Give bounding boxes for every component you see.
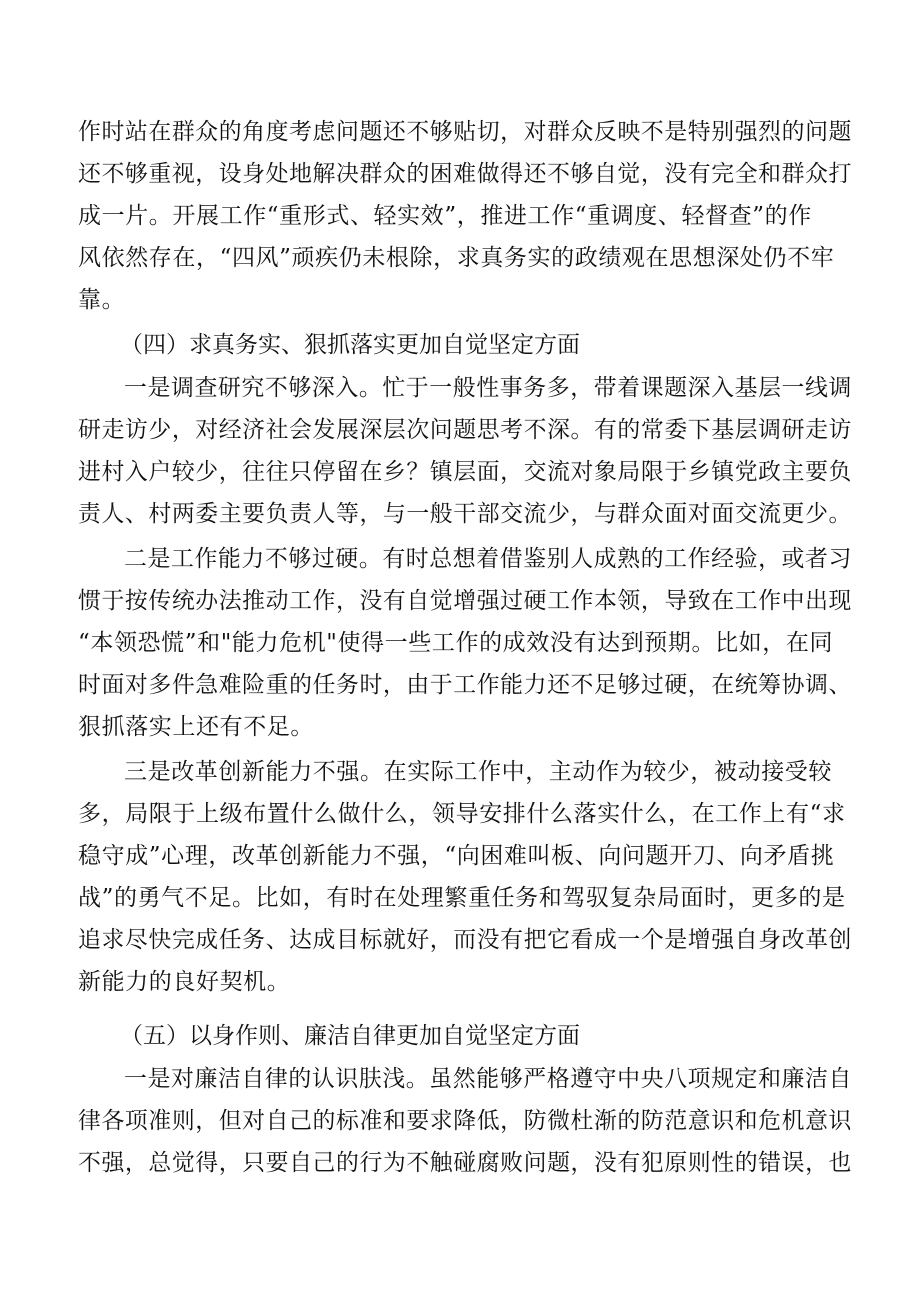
paragraph-line: 狠抓落实上还有不足。 [78,714,314,740]
paragraph-line: 还不够重视，设身处地解决群众的困难做得还不够自觉，没有完全和群众打 [78,161,852,187]
paragraph-line: 靠。 [78,287,126,313]
paragraph-line: 风依然存在，“四风”顽疾仍未根除，求真务实的政绩观在思想深处仍不牢 [78,245,835,271]
section-heading: （四）求真务实、狠抓落实更加自觉坚定方面 [120,332,580,358]
paragraph-line: 一是调查研究不够深入。忙于一般性事务多，带着课题深入基层一线调 [124,375,853,401]
paragraph-line: 不强，总觉得，只要自己的行为不触碰腐败问题，没有犯原则性的错误，也 [78,1150,852,1176]
paragraph-line: 责人、村两委主要负责人等，与一般干部交流少，与群众面对面交流更少。 [78,501,852,527]
section-heading: （五）以身作则、廉洁自律更加自觉坚定方面 [120,1023,580,1049]
paragraph-line: 稳守成”心理，改革创新能力不强，“向困难叫板、向问题开刀、向矛盾挑 [78,843,835,869]
paragraph-line: 研走访少，对经济社会发展深层次问题思考不深。有的常委下基层调研走访 [78,417,852,443]
paragraph-line: 追求尽快完成任务、达成目标就好，而没有把它看成一个是增强自身改革创 [78,927,852,953]
paragraph-line: 成一片。开展工作“重形式、轻实效”，推进工作“重调度、轻督查”的作 [78,203,812,229]
paragraph-line: 新能力的良好契机。 [78,969,291,995]
paragraph-line: 多，局限于上级布置什么做什么，领导安排什么落实什么，在工作上有“求 [78,801,846,827]
paragraph-line: 一是对廉洁自律的认识肤浅。虽然能够严格遵守中央八项规定和廉洁自 [124,1066,853,1092]
paragraph-line: 作时站在群众的角度考虑问题还不够贴切，对群众反映不是特别强烈的问题 [78,119,852,145]
paragraph-line: 三是改革创新能力不强。在实际工作中，主动作为较少，被动接受较 [124,759,832,785]
paragraph-line: 时面对多件急难险重的任务时，由于工作能力还不足够过硬，在统筹协调、 [78,672,852,698]
paragraph-line: 惯于按传统办法推动工作，没有自觉增强过硬工作本领，导致在工作中出现 [78,588,852,614]
paragraph-line: “本领恐慌”和"能力危机"使得一些工作的成效没有达到预期。比如，在同 [78,630,834,656]
paragraph-line: 战”的勇气不足。比如，有时在处理繁重任务和驾驭复杂局面时，更多的是 [78,885,846,911]
paragraph-line: 进村入户较少，往往只停留在乡？镇层面，交流对象局限于乡镇党政主要负 [78,459,852,485]
paragraph-line: 律各项准则，但对自己的标准和要求降低，防微杜渐的防范意识和危机意识 [78,1108,852,1134]
paragraph-line: 二是工作能力不够过硬。有时总想着借鉴别人成熟的工作经验，或者习 [124,546,853,572]
